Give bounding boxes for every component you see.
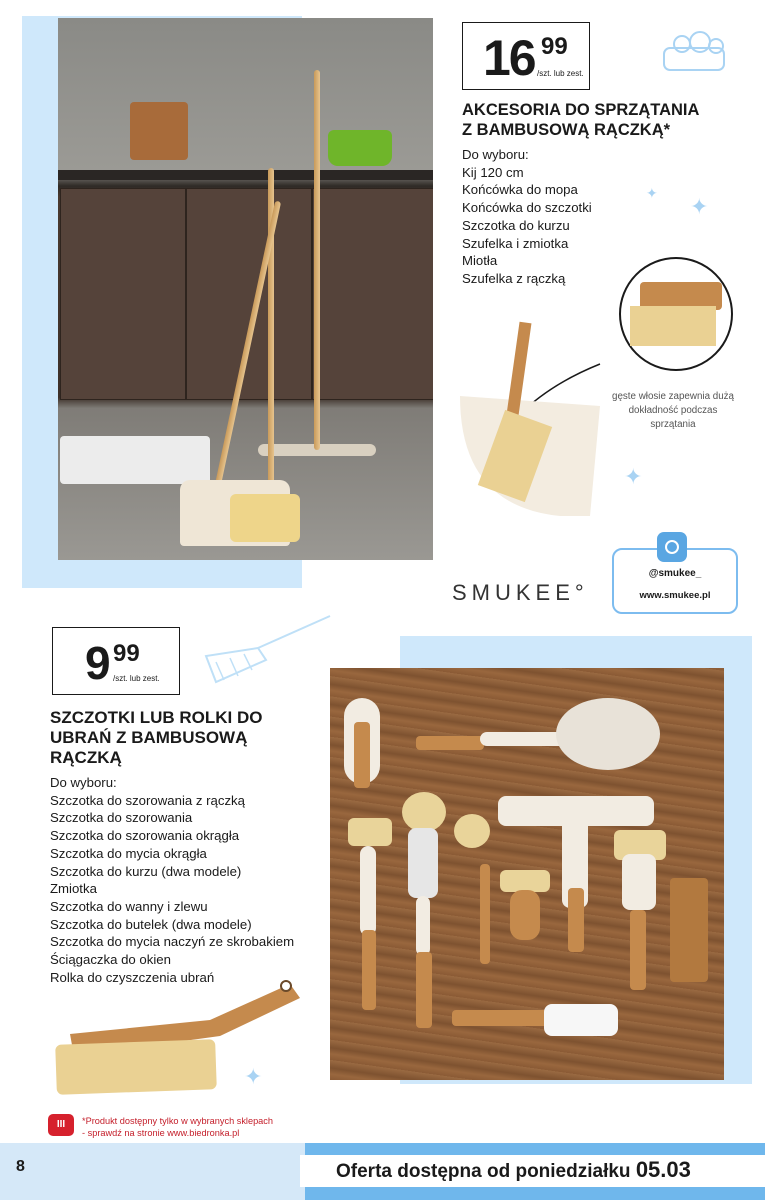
list-item: Szczotka do szorowania okrągła — [50, 828, 240, 844]
page-number: 8 — [16, 1158, 25, 1175]
instagram-icon — [657, 532, 687, 562]
list-item: Szczotka do szorowania — [50, 810, 193, 826]
price-tag — [462, 22, 590, 90]
price-cents: 99 — [541, 33, 568, 60]
sparkle-icon: ✦ — [646, 185, 658, 201]
price-unit: /szt. lub zest. — [537, 69, 584, 78]
price-cents: 99 — [113, 640, 140, 667]
footnote-line: *Produkt dostępny tylko w wybranych sklepach — [82, 1116, 273, 1126]
instagram-handle[interactable]: @smukee_ — [648, 568, 702, 579]
list-item: Szczotka do wanny i zlewu — [50, 898, 208, 914]
title-line: Z BAMBUSOWĄ RĄCZKĄ* — [462, 121, 671, 139]
brand-logo: SMUKEE° — [452, 580, 589, 605]
sparkle-icon: ✦ — [690, 194, 709, 219]
list-item: Szczotka do mycia okrągła — [50, 845, 207, 861]
options-label: Do wyboru: — [50, 775, 117, 790]
list-item: Szczotka do szorowania z rączką — [50, 792, 245, 808]
callout-line: sprzątania — [650, 419, 696, 430]
price-unit: /szt. lub zest. — [113, 674, 160, 683]
footnote-line: - sprawdź na stronie www.biedronka.pl — [82, 1128, 240, 1138]
list-item: Rolka do czyszczenia ubrań — [50, 969, 215, 985]
title-line: RĄCZKĄ — [50, 748, 122, 767]
price-main: 16 — [483, 30, 535, 86]
callout-text — [598, 390, 748, 432]
product-photo-brushes — [330, 668, 724, 1080]
callout-line: gęste włosie zapewnia dużą — [612, 391, 734, 402]
sparkle-icon: ✦ — [244, 1064, 263, 1089]
list-item: Szczotka do kurzu — [462, 217, 570, 233]
title-line: UBRAŃ Z BAMBUSOWĄ — [50, 728, 248, 747]
price-main: 9 — [85, 637, 109, 689]
footnote — [82, 1115, 273, 1139]
list-item: Szufelka i zmiotka — [462, 235, 569, 251]
options-label: Do wyboru: — [462, 147, 529, 162]
list-item: Szczotka do kurzu (dwa modele) — [50, 863, 242, 879]
options-list — [50, 774, 294, 986]
product-photo-cleaning-set — [58, 18, 433, 560]
product-title — [462, 100, 699, 140]
list-item: Kij 120 cm — [462, 164, 524, 180]
list-item: Szufelka z rączką — [462, 270, 566, 286]
price-tag — [52, 627, 180, 695]
broom-icon — [196, 612, 336, 692]
offer-text — [336, 1157, 691, 1183]
list-item: Końcówka do szczotki — [462, 200, 592, 216]
list-item: Ściągaczka do okien — [50, 952, 171, 968]
title-line: SZCZOTKI LUB ROLKI DO — [50, 708, 263, 727]
offer-date: 05.03 — [635, 1157, 691, 1182]
website-link[interactable]: www.smukee.pl — [639, 590, 711, 601]
hand-brush-illustration — [50, 964, 310, 1104]
list-item: Zmiotka — [50, 881, 97, 897]
list-item: Szczotka do butelek (dwa modele) — [50, 916, 252, 932]
list-item: Miotła — [462, 253, 498, 269]
list-item: Końcówka do mopa — [462, 182, 578, 198]
store-icon: III — [48, 1114, 74, 1136]
callout-line: dokładność podczas — [628, 405, 718, 416]
title-line: AKCESORIA DO SPRZĄTANIA — [462, 101, 700, 119]
sparkle-icon: ✦ — [624, 464, 643, 489]
offer-label: Oferta dostępna od poniedziałku — [336, 1161, 631, 1182]
product-title — [50, 708, 262, 768]
sponge-icon — [656, 30, 736, 82]
list-item: Szczotka do mycia naczyń ze skrobakiem — [50, 934, 295, 950]
